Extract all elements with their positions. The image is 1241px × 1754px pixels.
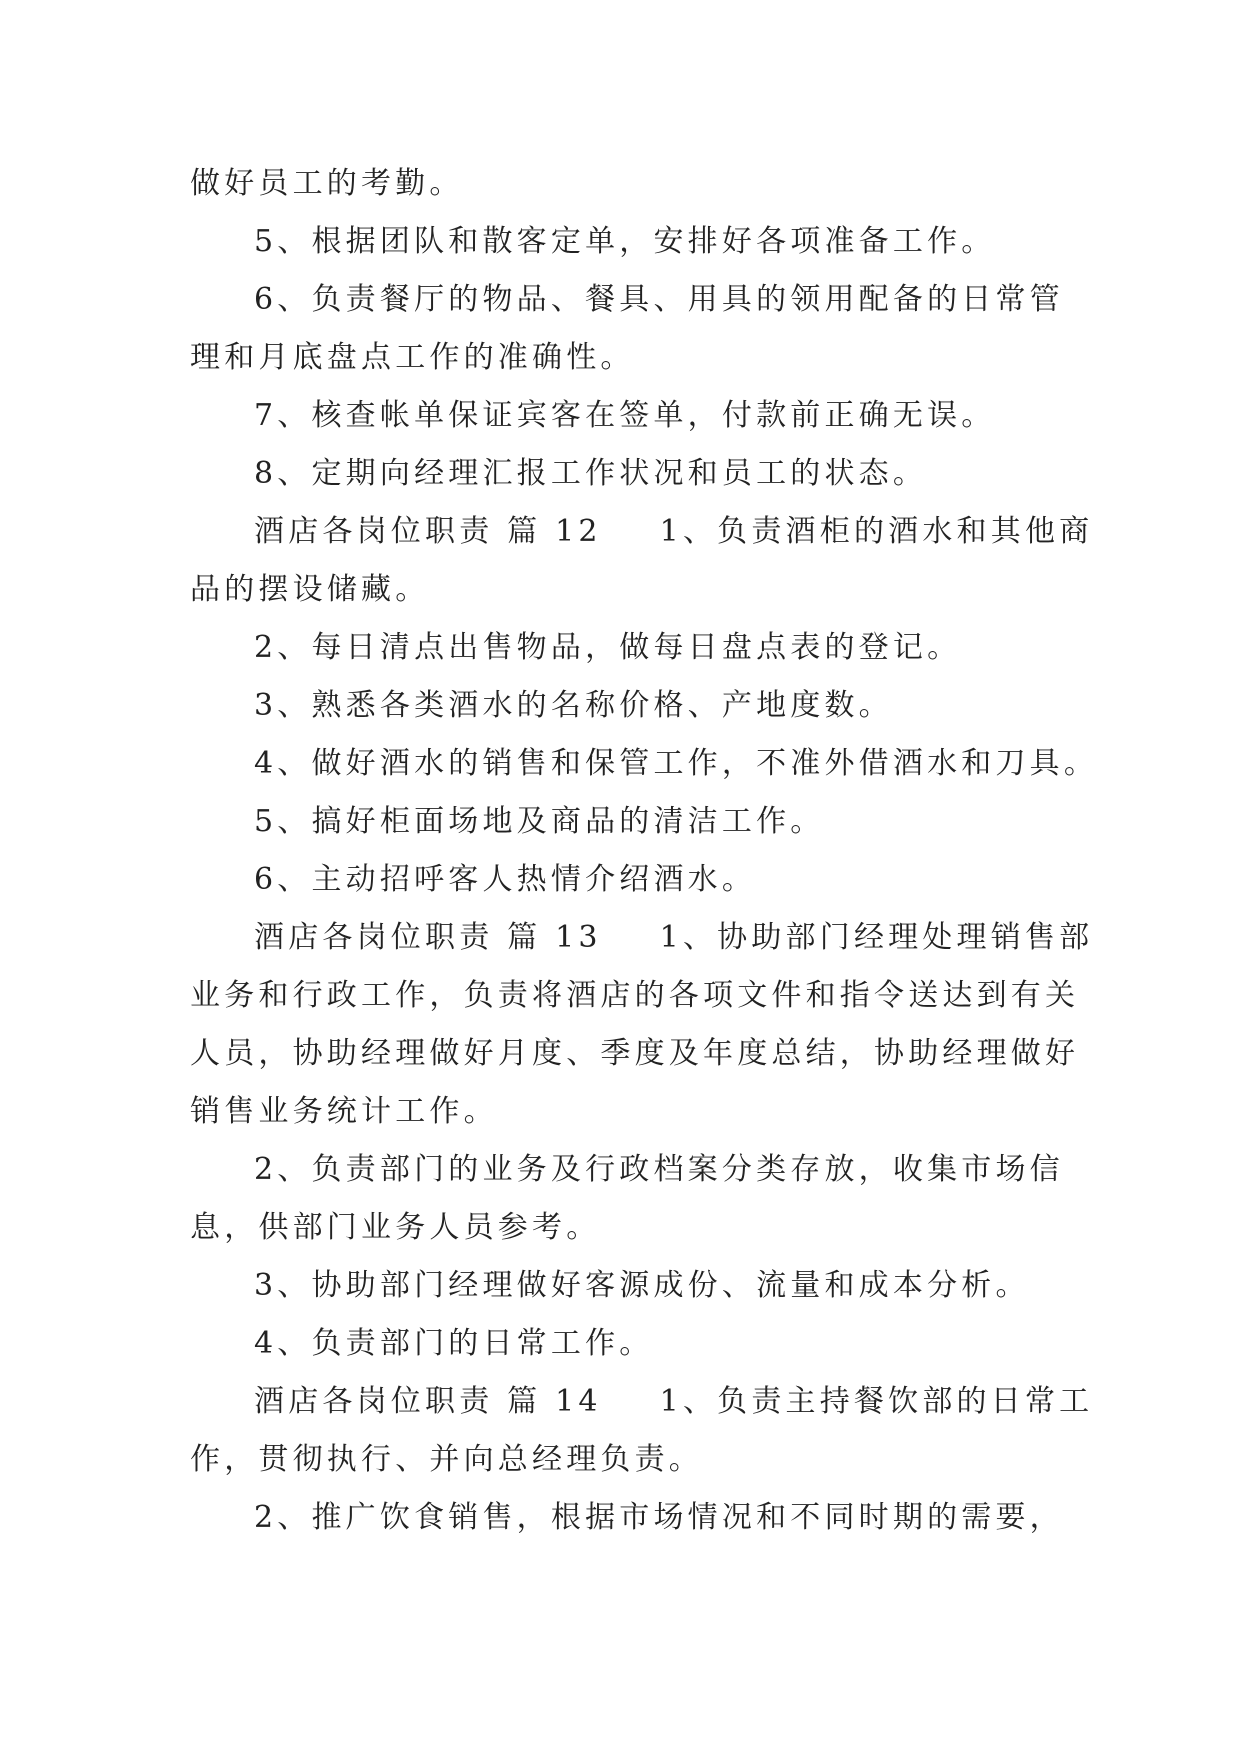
paragraph-line: 销售业务统计工作。 xyxy=(190,1094,498,1129)
paragraph-line: 人员，协助经理做好月度、季度及年度总结，协助经理做好 xyxy=(190,1036,1080,1071)
section-first-item: 1、协助部门经理处理销售部 xyxy=(659,920,1094,955)
paragraph-line: 5、搞好柜面场地及商品的清洁工作。 xyxy=(254,804,825,839)
section-heading: 酒店各岗位职责 篇 13 xyxy=(254,920,602,955)
paragraph-line: 做好员工的考勤。 xyxy=(190,166,464,201)
section-first-item: 1、负责酒柜的酒水和其他商 xyxy=(659,514,1094,549)
paragraph-line: 息，供部门业务人员参考。 xyxy=(190,1210,601,1245)
paragraph-line: 作，贯彻执行、并向总经理负责。 xyxy=(190,1442,703,1477)
paragraph-line: 3、协助部门经理做好客源成份、流量和成本分析。 xyxy=(254,1268,1030,1303)
paragraph-line: 6、主动招呼客人热情介绍酒水。 xyxy=(254,862,757,897)
paragraph-line: 4、做好酒水的销售和保管工作，不准外借酒水和刀具。 xyxy=(254,746,1099,781)
section-heading-line xyxy=(190,1373,1094,1431)
paragraph-line: 7、核查帐单保证宾客在签单，付款前正确无误。 xyxy=(254,398,996,433)
section-heading: 酒店各岗位职责 篇 14 xyxy=(254,1384,602,1419)
document-body xyxy=(190,155,1099,1547)
section-heading: 酒店各岗位职责 篇 12 xyxy=(254,514,602,549)
paragraph-line: 2、负责部门的业务及行政档案分类存放，收集市场信 xyxy=(254,1152,1064,1187)
section-heading-line xyxy=(190,909,1094,967)
paragraph-line: 理和月底盘点工作的准确性。 xyxy=(190,340,635,375)
paragraph-line: 2、每日清点出售物品，做每日盘点表的登记。 xyxy=(254,630,962,665)
paragraph-line: 4、负责部门的日常工作。 xyxy=(254,1326,654,1361)
paragraph-line: 品的摆设储藏。 xyxy=(190,572,430,607)
paragraph-line: 业务和行政工作，负责将酒店的各项文件和指令送达到有关 xyxy=(190,978,1080,1013)
paragraph-line: 3、熟悉各类酒水的名称价格、产地度数。 xyxy=(254,688,893,723)
paragraph-line: 5、根据团队和散客定单，安排好各项准备工作。 xyxy=(254,224,996,259)
paragraph-line: 2、推广饮食销售，根据市场情况和不同时期的需要， xyxy=(254,1500,1064,1535)
paragraph-line: 6、负责餐厅的物品、餐具、用具的领用配备的日常管 xyxy=(254,282,1064,317)
section-heading-line xyxy=(190,503,1094,561)
paragraph-line: 8、定期向经理汇报工作状况和员工的状态。 xyxy=(254,456,928,491)
section-first-item: 1、负责主持餐饮部的日常工 xyxy=(659,1384,1094,1419)
